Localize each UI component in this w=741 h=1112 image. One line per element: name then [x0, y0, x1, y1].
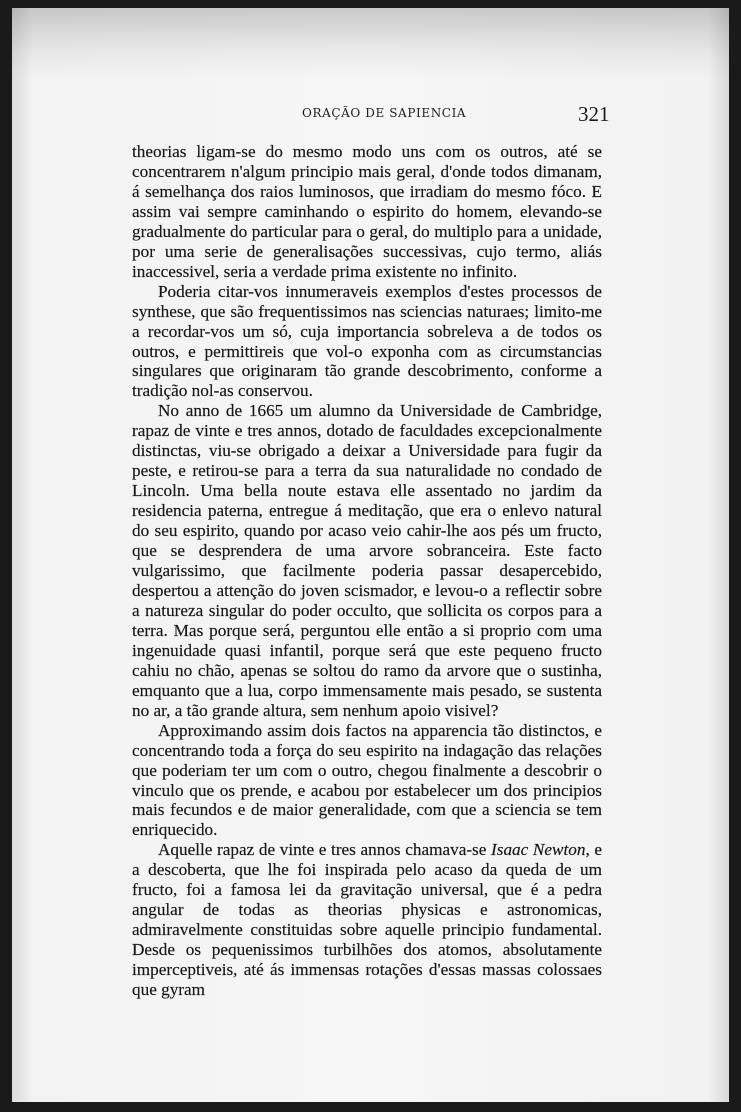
- paragraph-5: [132, 840, 602, 1000]
- paragraph-3: No anno de 1665 um alumno da Universidade de Cambridge, rapaz de vinte e tres annos, dotado de faculdades excepcionalmente distinctas, viu-se obrigado a deixar a Universidade para fugir da peste, e retirou-se para a terra da sua naturalidade no condado de Lincoln. Uma bella noute estava elle assentado no jardim da residencia paterna, entregue á meditação, que era o enlevo natural do seu espirito, quando por acaso veio cahir-lhe aos pés um fructo, que se desprendera de uma arvore sobranceira. Este facto vulgarissimo, que facilmente poderia passar desapercebido, despertou a attenção do joven scismador, e levou-o a reflectir sobre a natureza singular do poder occulto, que sollicita os corpos para a terra. Mas porque será, perguntou elle então a si proprio com uma ingenuidade quasi infantil, porque será que este pequeno fructo cahiu no chão, apenas se soltou do ramo da arvore que o sustinha, emquanto que a lua, corpo immensamente mais pesado, se sustenta no ar, a tão grande altura, sem nenhum apoio visivel?: [132, 401, 602, 720]
- paragraph-5-lead: Aquelle rapaz de vinte e tres annos chamava-se: [158, 840, 492, 860]
- person-name: Isaac Newton: [491, 840, 586, 860]
- page-number: 321: [578, 102, 610, 126]
- paragraph-5-rest: , e a descoberta, que lhe foi inspirada pelo acaso da queda de um fructo, foi a famosa lei da gravitação universal, que é a pedra angular de todas as theorias physicas e astronomicas, admiravelmente constituidas sobre aquelle principio fundamental. Desde os pequenissimos turbilhões dos atomos, absolutamente imperceptiveis, até ás immensas rotações d'essas massas colossaes que gyram: [132, 840, 603, 1000]
- running-title: ORAÇÃO DE SAPIENCIA: [302, 106, 467, 120]
- paragraph-2: Poderia citar-vos innumeraveis exemplos d'estes processos de synthese, que são frequentissimos nas sciencias naturaes; limito-me a recordar-vos um só, cuja importancia sobreleva a de todos os outros, e permittireis que vol-o exponha com as circumstancias singulares que originaram tão grande descobrimento, conforme a tradição nol-as conservou.: [132, 281, 602, 401]
- book-page: [12, 8, 729, 1102]
- paragraph-4: Approximando assim dois factos na apparencia tão distinctos, e concentrando toda a força do seu espirito na indagação das relações que poderiam ter um com o outro, chegou finalmente a descobrir o vinculo que os prende, e acabou por estabelecer um dos principios mais fecundos e de maior generalidade, com que a sciencia se tem enriquecido.: [132, 720, 602, 840]
- body-text: [132, 142, 602, 1000]
- paragraph-1: theorias ligam-se do mesmo modo uns com os outros, até se concentrarem n'algum principio mais geral, d'onde todos dimanam, á semelhança dos raios luminosos, que irradiam do mesmo fóco. E assim vai sempre caminhando o espirito do homem, elevando-se gradualmente do particular para o geral, do multiplo para a unidade, por uma serie de generalisações successivas, cujo termo, aliás inaccessivel, seria a verdade prima existente no infinito.: [132, 142, 602, 281]
- page-header: [12, 104, 729, 128]
